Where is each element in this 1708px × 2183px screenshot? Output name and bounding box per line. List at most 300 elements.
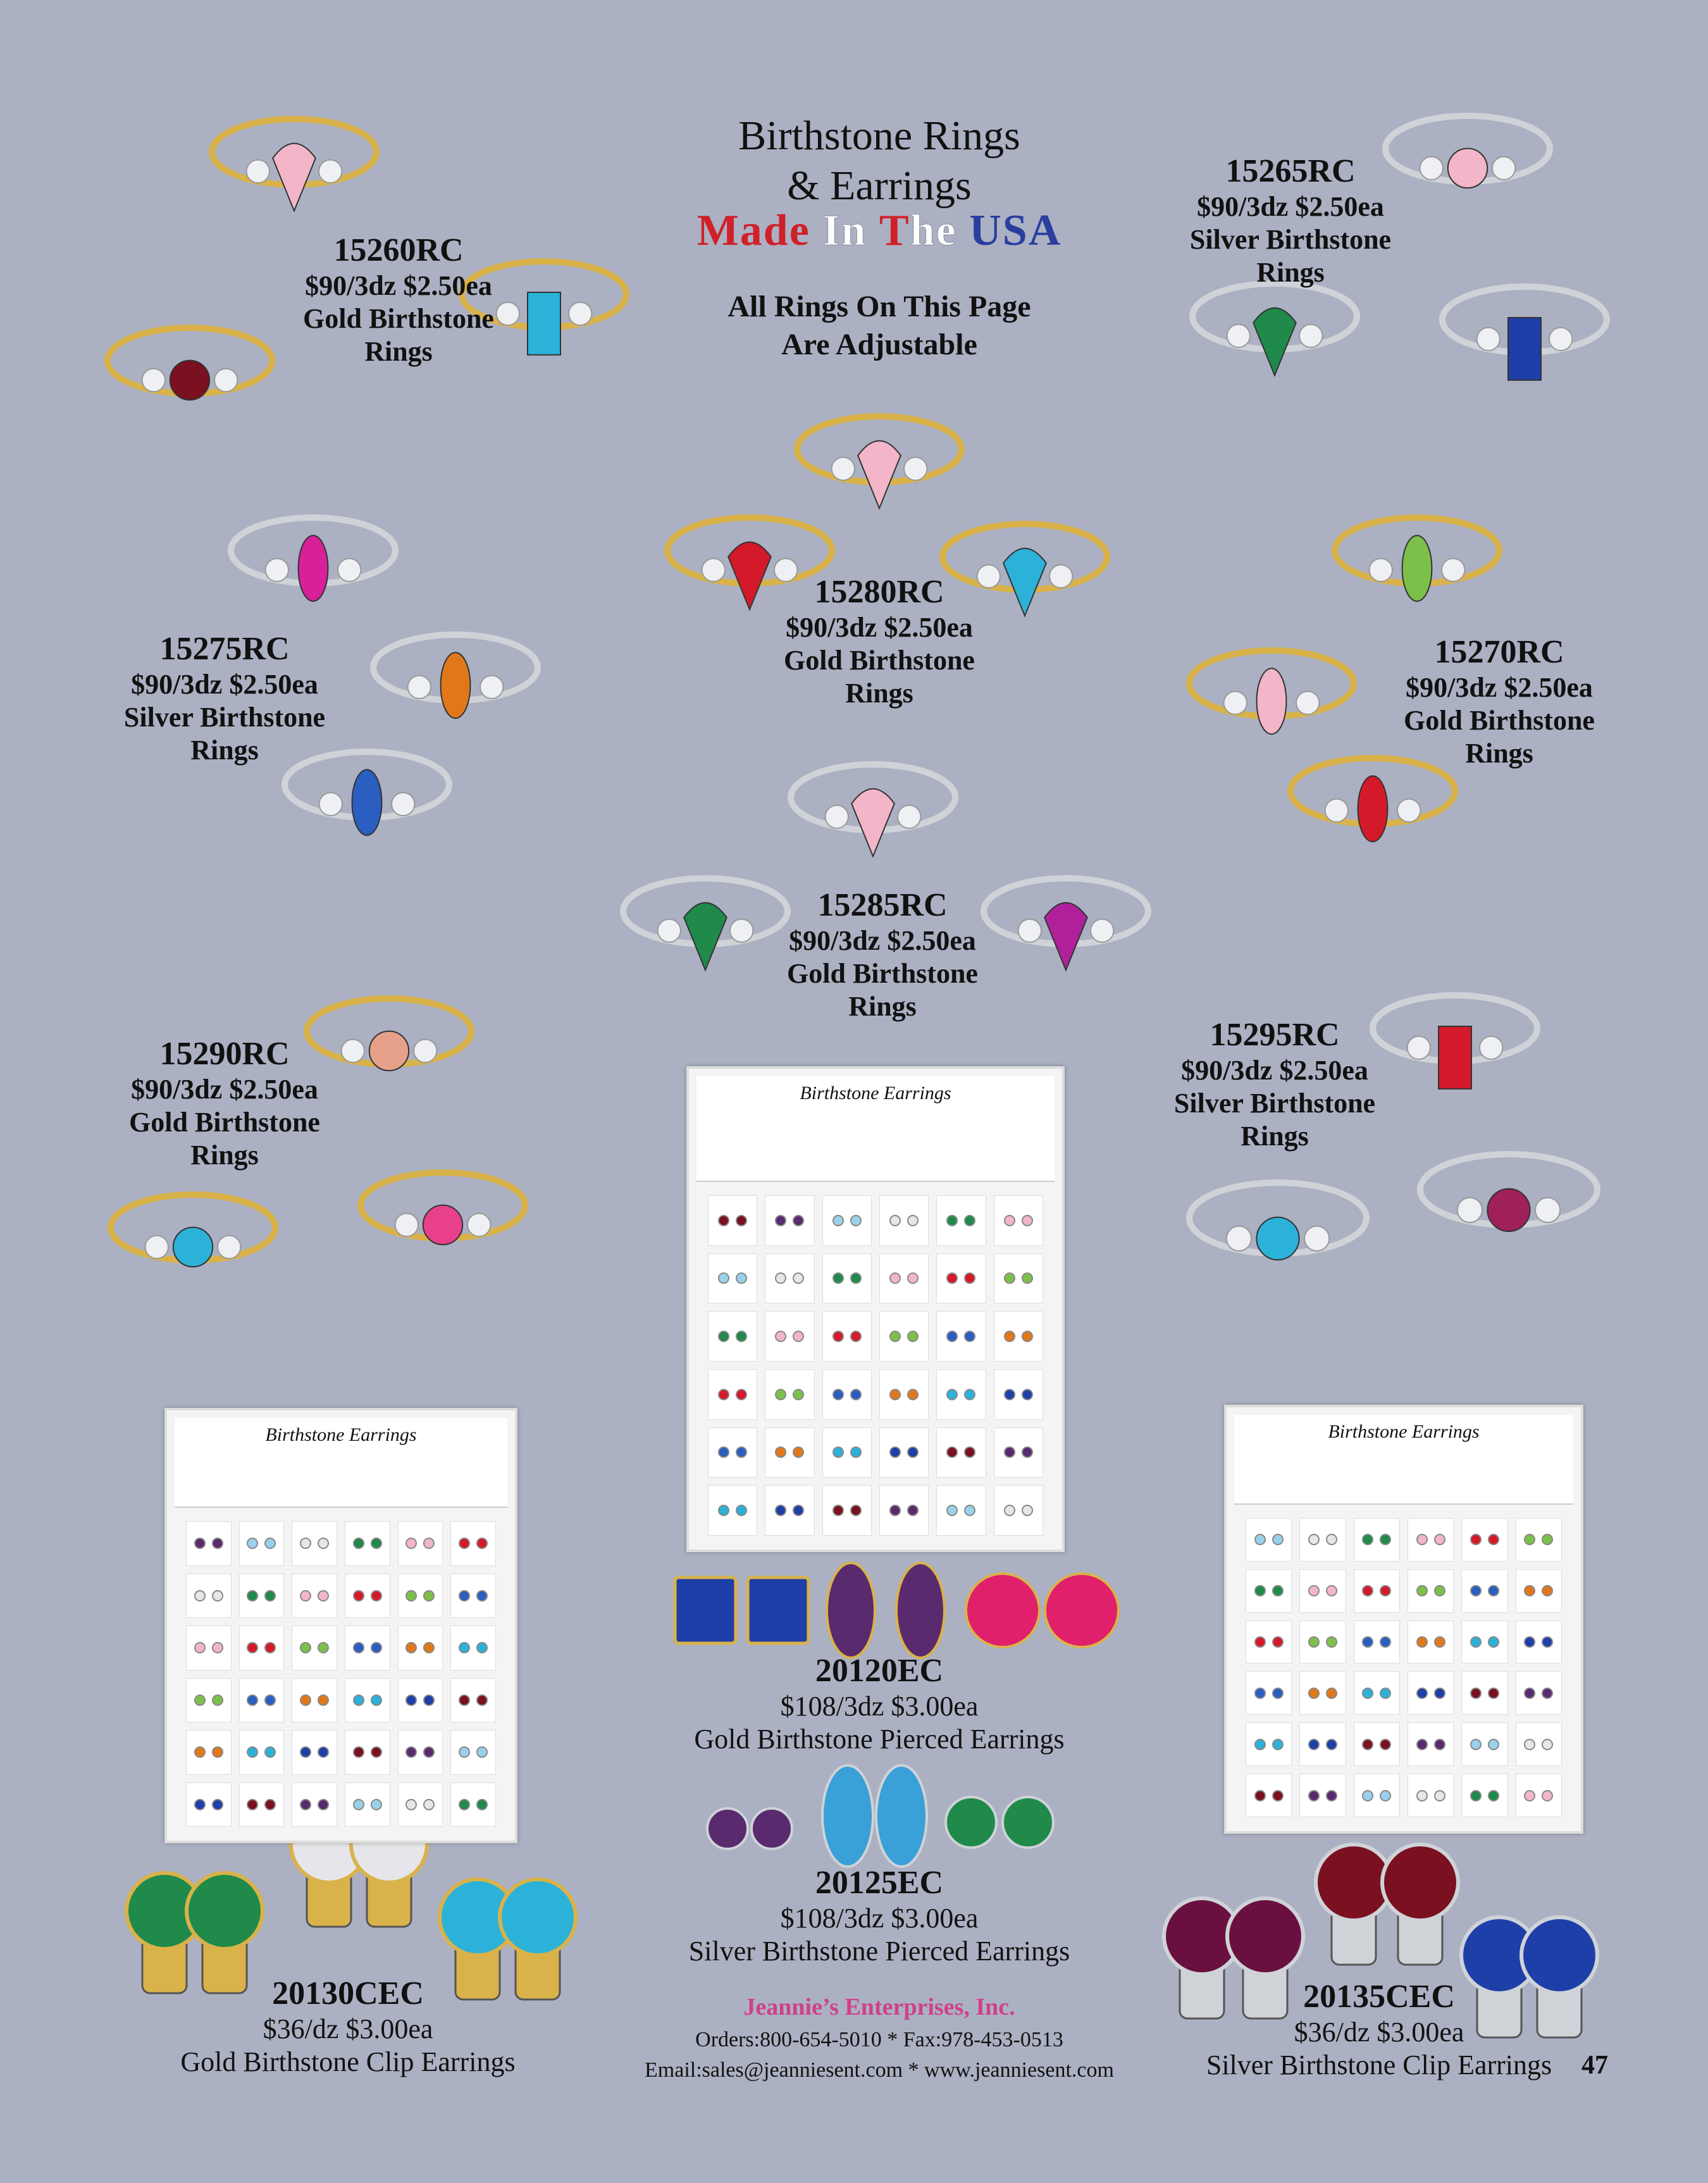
earring-stud-icon xyxy=(1004,1505,1015,1516)
earring-card xyxy=(765,1253,814,1304)
product-desc-2: Rings xyxy=(845,678,913,709)
earring-stud-icon xyxy=(1380,1688,1391,1699)
earring-stud-icon xyxy=(718,1446,729,1458)
earring-card xyxy=(879,1427,929,1478)
earring-stud-icon xyxy=(264,1746,276,1758)
earring-stud-icon xyxy=(1308,1585,1320,1596)
earring-card xyxy=(239,1626,285,1670)
earring-stud-icon xyxy=(353,1695,364,1706)
ring-icon xyxy=(361,1172,525,1245)
earring-stud-icon xyxy=(1542,1739,1553,1750)
earring-card xyxy=(1299,1518,1346,1562)
earring-card xyxy=(994,1427,1043,1478)
earring-card xyxy=(186,1521,232,1566)
ring-icon xyxy=(1420,1154,1597,1231)
earring-stud-icon xyxy=(371,1538,382,1549)
ring-icon xyxy=(1335,518,1499,601)
product-code: 15290RC xyxy=(159,1036,290,1072)
ring-icon xyxy=(791,764,955,856)
earring-stud-icon xyxy=(212,1590,223,1601)
earring-stud-icon xyxy=(1434,1688,1445,1699)
earring-card xyxy=(994,1253,1043,1304)
ring-icon xyxy=(1290,758,1455,842)
earring-card xyxy=(765,1427,814,1478)
earring-card xyxy=(239,1782,285,1827)
earring-stud-icon xyxy=(1272,1790,1284,1801)
page-number: 47 xyxy=(1581,2051,1608,2080)
product-code: 15270RC xyxy=(1434,634,1564,670)
earring-stud-icon xyxy=(264,1590,276,1601)
earring-card xyxy=(822,1369,872,1420)
earring-card xyxy=(292,1782,337,1827)
earring-stud-icon xyxy=(1004,1389,1015,1400)
earring-card xyxy=(822,1195,872,1246)
ring-icon xyxy=(797,416,962,508)
earring-stud-icon xyxy=(850,1505,862,1516)
clip-earring-stone-icon xyxy=(187,1873,263,1949)
earring-stud-icon xyxy=(1004,1446,1015,1458)
earring-card xyxy=(1246,1774,1292,1817)
earring-stud-icon xyxy=(405,1538,417,1549)
earring-stud-icon xyxy=(1416,1585,1428,1596)
earring-stud-icon xyxy=(736,1272,747,1284)
product-price: $90/3dz $2.50ea xyxy=(1406,672,1593,704)
earring-stud-icon xyxy=(1326,1739,1337,1750)
earring-card xyxy=(1246,1722,1292,1766)
earring-stud-icon xyxy=(1524,1790,1535,1801)
ring-icon xyxy=(212,119,376,211)
earring-stud-icon xyxy=(946,1272,958,1284)
earring-stud-icon xyxy=(946,1389,958,1400)
clip-earring-stone-icon xyxy=(500,1879,576,1955)
earring-stud-icon xyxy=(194,1642,206,1653)
earring-stud-icon xyxy=(907,1215,919,1226)
earring-stud-icon xyxy=(850,1215,862,1226)
earring-card xyxy=(1461,1722,1507,1766)
earring-stud-icon xyxy=(1022,1331,1033,1342)
product-price: $36/dz $3.00ea xyxy=(263,2013,433,2045)
earring-stud-icon xyxy=(318,1590,329,1601)
earring-card xyxy=(994,1369,1043,1420)
earring-card xyxy=(1354,1722,1400,1766)
earring-stud-icon xyxy=(775,1272,786,1284)
ring-icon xyxy=(1192,283,1357,375)
earring-stud-icon xyxy=(907,1331,919,1342)
earring-stud-icon xyxy=(1272,1534,1284,1545)
earring-stud-icon xyxy=(1434,1790,1445,1801)
earring-stud-icon xyxy=(1470,1688,1482,1699)
earring-card xyxy=(708,1311,757,1362)
earring-stud-icon xyxy=(1416,1739,1428,1750)
earring-stud-icon xyxy=(736,1446,747,1458)
earring-card xyxy=(1354,1518,1400,1562)
earring-card xyxy=(879,1369,929,1420)
earring-stud-icon xyxy=(736,1215,747,1226)
product-15285 xyxy=(756,886,1009,1023)
product-desc: Gold Birthstone xyxy=(787,958,978,990)
earring-stud-icon xyxy=(1022,1215,1033,1226)
earring-card xyxy=(994,1195,1043,1246)
product-code: 15285RC xyxy=(817,887,948,923)
earring-card xyxy=(822,1311,872,1362)
earring-stud-icon xyxy=(775,1446,786,1458)
earring-stud-icon xyxy=(793,1446,804,1458)
earring-card xyxy=(1408,1518,1454,1562)
earring-stud-icon xyxy=(1380,1534,1391,1545)
earring-stud-icon xyxy=(476,1590,488,1601)
earring-stud-icon xyxy=(1380,1636,1391,1648)
earring-stud-icon xyxy=(1524,1534,1535,1545)
product-15280 xyxy=(753,573,1006,710)
earring-card xyxy=(1516,1671,1562,1715)
earring-stud-icon xyxy=(405,1799,417,1810)
earring-stone-icon xyxy=(822,1765,873,1867)
earring-card xyxy=(879,1253,929,1304)
earring-card xyxy=(292,1521,337,1566)
earring-stud-icon xyxy=(1434,1739,1445,1750)
earring-card xyxy=(936,1311,986,1362)
product-desc: Gold Birthstone Clip Earrings xyxy=(180,2046,516,2078)
earring-card xyxy=(186,1730,232,1775)
earring-stud-icon xyxy=(212,1695,223,1706)
earring-card xyxy=(1246,1671,1292,1715)
earring-stud-icon xyxy=(405,1695,417,1706)
product-20135 xyxy=(1164,1977,1594,2082)
earring-card xyxy=(765,1195,814,1246)
earring-card xyxy=(450,1782,496,1827)
product-desc: Silver Birthstone xyxy=(1173,1088,1376,1119)
earring-stud-icon xyxy=(775,1505,786,1516)
earring-stud-icon xyxy=(318,1642,329,1653)
earring-stone-icon xyxy=(707,1808,748,1849)
ring-icon xyxy=(108,328,272,400)
earring-stud-icon xyxy=(423,1695,435,1706)
earring-card xyxy=(1516,1774,1562,1817)
tray-left xyxy=(164,1408,517,1843)
product-20125 xyxy=(645,1863,1113,1968)
product-15270 xyxy=(1373,633,1626,770)
earring-stone-icon xyxy=(1003,1797,1053,1848)
earring-stud-icon xyxy=(889,1446,901,1458)
product-desc-2: Rings xyxy=(1256,257,1325,289)
earring-stud-icon xyxy=(247,1746,258,1758)
earring-stud-icon xyxy=(793,1215,804,1226)
earring-stud-icon xyxy=(1254,1636,1266,1648)
earring-stud-icon xyxy=(850,1389,862,1400)
earring-card xyxy=(1246,1518,1292,1562)
earring-stud-icon xyxy=(247,1538,258,1549)
earring-stud-icon xyxy=(300,1799,311,1810)
product-15275 xyxy=(98,630,351,767)
earring-card xyxy=(879,1195,929,1246)
tray-header-card xyxy=(175,1418,507,1508)
earring-card xyxy=(1516,1518,1562,1562)
earring-card xyxy=(345,1782,390,1827)
earring-card xyxy=(1408,1620,1454,1664)
earring-stud-icon xyxy=(405,1746,417,1758)
earring-stud-icon xyxy=(1416,1636,1428,1648)
earring-stud-icon xyxy=(264,1799,276,1810)
earring-stud-icon xyxy=(850,1272,862,1284)
earring-stud-icon xyxy=(907,1505,919,1516)
earring-stud-icon xyxy=(1362,1790,1373,1801)
earring-stud-icon xyxy=(1022,1272,1033,1284)
earring-stud-icon xyxy=(832,1505,844,1516)
earring-stud-icon xyxy=(964,1215,975,1226)
earring-stud-icon xyxy=(964,1505,975,1516)
earring-stud-icon xyxy=(1362,1585,1373,1596)
earring-stud-icon xyxy=(353,1799,364,1810)
earring-stud-icon xyxy=(1470,1534,1482,1545)
earring-card xyxy=(450,1574,496,1619)
earring-card xyxy=(1408,1671,1454,1715)
earring-stud-icon xyxy=(1542,1636,1553,1648)
earring-stud-icon xyxy=(793,1505,804,1516)
earring-card xyxy=(765,1369,814,1420)
product-desc-2: Rings xyxy=(190,735,259,766)
product-price: $108/3dz $3.00ea xyxy=(780,1903,979,1934)
earring-stud-icon xyxy=(247,1695,258,1706)
made-in-usa-letter: e xyxy=(789,206,810,255)
earring-stud-icon xyxy=(718,1272,729,1284)
earring-card xyxy=(1516,1722,1562,1766)
product-price: $90/3dz $2.50ea xyxy=(1181,1055,1368,1086)
earring-stud-icon xyxy=(459,1642,470,1653)
product-price: $90/3dz $2.50ea xyxy=(131,669,318,700)
earring-card xyxy=(292,1678,337,1723)
earring-stud-icon xyxy=(300,1590,311,1601)
earring-card xyxy=(186,1678,232,1723)
ring-icon xyxy=(111,1195,275,1267)
earring-card xyxy=(239,1574,285,1619)
earring-card xyxy=(1461,1774,1507,1817)
earring-stud-icon xyxy=(459,1799,470,1810)
earring-card xyxy=(936,1369,986,1420)
earring-stud-icon xyxy=(964,1446,975,1458)
earring-stud-icon xyxy=(1022,1389,1033,1400)
product-desc: Silver Birthstone Pierced Earrings xyxy=(688,1936,1070,1967)
earring-card xyxy=(936,1195,986,1246)
orders-line: Orders:800-654-5010 * Fax:978-453-0513 xyxy=(695,2028,1063,2051)
ring-icon xyxy=(231,518,395,601)
earring-card xyxy=(1299,1722,1346,1766)
earring-card xyxy=(822,1485,872,1536)
earring-stud-icon xyxy=(946,1446,958,1458)
earring-card xyxy=(398,1626,443,1670)
earring-stud-icon xyxy=(850,1446,862,1458)
product-price: $90/3dz $2.50ea xyxy=(786,612,973,644)
earring-card xyxy=(345,1678,390,1723)
product-desc: Gold Birthstone xyxy=(303,303,494,335)
earring-card xyxy=(450,1626,496,1670)
earring-stud-icon xyxy=(1326,1585,1337,1596)
earring-stud-icon xyxy=(946,1505,958,1516)
tray-title: Birthstone Earrings xyxy=(800,1083,951,1104)
earring-stud-icon xyxy=(423,1746,435,1758)
product-code: 20130CEC xyxy=(272,1975,424,2012)
earring-stud-icon xyxy=(459,1590,470,1601)
earring-card xyxy=(239,1730,285,1775)
product-15295 xyxy=(1148,1016,1401,1153)
made-in-usa-letter: M xyxy=(696,206,740,255)
earring-card xyxy=(239,1521,285,1566)
earring-card xyxy=(708,1427,757,1478)
product-code: 20135CEC xyxy=(1303,1979,1455,2015)
earring-card xyxy=(1461,1620,1507,1664)
earring-stud-icon xyxy=(850,1331,862,1342)
earring-stud-icon xyxy=(405,1642,417,1653)
product-code: 20125EC xyxy=(815,1865,944,1901)
earring-card xyxy=(345,1626,390,1670)
product-desc: Silver Birthstone Clip Earrings xyxy=(1206,2049,1552,2081)
product-code: 20120EC xyxy=(815,1653,944,1689)
earring-stud-icon xyxy=(793,1272,804,1284)
earring-card xyxy=(708,1253,757,1304)
product-desc-2: Rings xyxy=(848,991,917,1023)
earring-card xyxy=(186,1626,232,1670)
product-desc: Gold Birthstone xyxy=(129,1107,320,1138)
earring-card xyxy=(1299,1774,1346,1817)
earring-stud-icon xyxy=(1488,1636,1499,1648)
earring-stud-icon xyxy=(718,1505,729,1516)
earring-stud-icon xyxy=(1272,1739,1284,1750)
earring-stud-icon xyxy=(775,1215,786,1226)
earring-stud-icon xyxy=(832,1272,844,1284)
product-20120 xyxy=(652,1651,1107,1756)
earring-card xyxy=(1461,1569,1507,1613)
earring-stud-icon xyxy=(907,1446,919,1458)
earring-grid xyxy=(1246,1518,1562,1817)
adjustable-line-1: All Rings On This Page xyxy=(727,290,1031,323)
earring-stud-icon xyxy=(1326,1688,1337,1699)
earring-stone-icon xyxy=(1045,1574,1118,1647)
earring-stud-icon xyxy=(264,1538,276,1549)
earring-card xyxy=(1299,1569,1346,1613)
earring-card xyxy=(1408,1722,1454,1766)
email-line: Email:sales@jeanniesent.com * www.jeanniesent.com xyxy=(645,2058,1114,2082)
earring-stud-icon xyxy=(1542,1688,1553,1699)
earring-stud-icon xyxy=(353,1538,364,1549)
earring-card xyxy=(1408,1569,1454,1613)
earring-stone-icon xyxy=(896,1563,944,1658)
earring-card xyxy=(708,1485,757,1536)
product-desc: Silver Birthstone xyxy=(123,702,326,733)
earring-stud-icon xyxy=(736,1331,747,1342)
earring-stud-icon xyxy=(832,1331,844,1342)
earring-stud-icon xyxy=(353,1746,364,1758)
earring-card xyxy=(345,1730,390,1775)
earring-stud-icon xyxy=(318,1799,329,1810)
earring-stud-icon xyxy=(194,1590,206,1601)
earring-stud-icon xyxy=(1254,1534,1266,1545)
earring-stud-icon xyxy=(1308,1688,1320,1699)
tray-center xyxy=(686,1066,1065,1552)
clip-earring-stone-icon xyxy=(1382,1844,1458,1920)
title-line-1: Birthstone Rings xyxy=(738,113,1020,159)
earring-card xyxy=(1516,1569,1562,1613)
earring-card xyxy=(879,1485,929,1536)
earring-card xyxy=(822,1253,872,1304)
earring-stud-icon xyxy=(946,1215,958,1226)
earring-stud-icon xyxy=(476,1746,488,1758)
earring-stud-icon xyxy=(1434,1636,1445,1648)
earring-stud-icon xyxy=(476,1538,488,1549)
earring-stud-icon xyxy=(476,1799,488,1810)
earring-stone-icon xyxy=(827,1563,875,1658)
made-in-usa-letter: e xyxy=(936,206,957,255)
made-in-usa-letter: d xyxy=(763,206,789,255)
earring-stud-icon xyxy=(459,1538,470,1549)
earring-stud-icon xyxy=(1362,1534,1373,1545)
product-15265 xyxy=(1164,152,1417,289)
earring-stud-icon xyxy=(1488,1790,1499,1801)
earring-stud-icon xyxy=(1470,1790,1482,1801)
made-in-usa-letter: U xyxy=(969,206,1003,255)
earring-stud-icon xyxy=(212,1799,223,1810)
earring-card xyxy=(994,1311,1043,1362)
product-code: 15280RC xyxy=(814,574,944,610)
earring-stone-icon xyxy=(966,1574,1039,1647)
product-desc: Silver Birthstone xyxy=(1189,224,1392,256)
earring-stud-icon xyxy=(1488,1585,1499,1596)
earring-card xyxy=(1299,1671,1346,1715)
earring-stud-icon xyxy=(1470,1585,1482,1596)
earring-stud-icon xyxy=(1434,1534,1445,1545)
earring-stud-icon xyxy=(1254,1688,1266,1699)
earring-stud-icon xyxy=(889,1272,901,1284)
earring-stud-icon xyxy=(1380,1739,1391,1750)
earring-stud-icon xyxy=(423,1799,435,1810)
earring-stud-icon xyxy=(1524,1636,1535,1648)
product-15260 xyxy=(272,231,525,368)
earring-card xyxy=(1354,1774,1400,1817)
product-price: $36/dz $3.00ea xyxy=(1294,2017,1464,2048)
earring-stud-icon xyxy=(736,1505,747,1516)
earring-card xyxy=(1461,1671,1507,1715)
earring-stud-icon xyxy=(371,1799,382,1810)
earring-stud-icon xyxy=(371,1746,382,1758)
earring-stud-icon xyxy=(300,1538,311,1549)
earring-stud-icon xyxy=(194,1799,206,1810)
earring-stud-icon xyxy=(1004,1331,1015,1342)
earring-stud-icon xyxy=(423,1590,435,1601)
earring-stud-icon xyxy=(247,1590,258,1601)
earring-stud-icon xyxy=(371,1590,382,1601)
earring-stud-icon xyxy=(476,1695,488,1706)
earring-stud-icon xyxy=(318,1746,329,1758)
earring-stud-icon xyxy=(1416,1534,1428,1545)
earring-stud-icon xyxy=(1326,1636,1337,1648)
earring-card xyxy=(1461,1518,1507,1562)
earring-stone-icon xyxy=(946,1797,996,1848)
earring-card xyxy=(1299,1620,1346,1664)
earring-stud-icon xyxy=(264,1642,276,1653)
clip-earring-stone-icon xyxy=(1227,1898,1303,1974)
earring-stud-icon xyxy=(1470,1739,1482,1750)
ring-icon xyxy=(1189,650,1354,734)
earring-card xyxy=(239,1678,285,1723)
earring-card xyxy=(186,1782,232,1827)
earring-stud-icon xyxy=(1542,1790,1553,1801)
earring-stud-icon xyxy=(318,1695,329,1706)
product-price: $90/3dz $2.50ea xyxy=(305,270,492,302)
earring-stud-icon xyxy=(1380,1790,1391,1801)
earring-card xyxy=(1408,1774,1454,1817)
earring-stone-icon xyxy=(752,1808,792,1849)
tray-title: Birthstone Earrings xyxy=(265,1424,417,1445)
earring-stud-icon xyxy=(1488,1739,1499,1750)
ring-icon xyxy=(373,635,538,718)
